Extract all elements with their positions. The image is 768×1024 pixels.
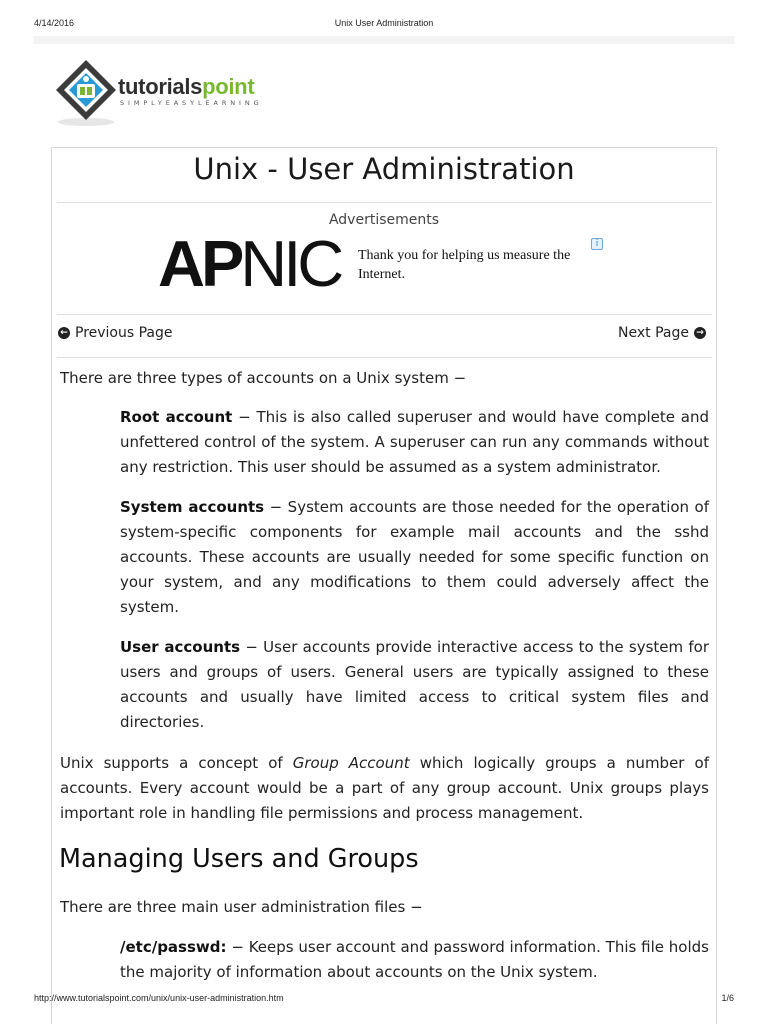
intro-text: There are three types of accounts on a Unix system − — [60, 369, 467, 387]
print-date: 4/14/2016 — [34, 18, 75, 28]
print-header — [0, 16, 768, 30]
nav-divider — [57, 357, 712, 358]
logo-tagline: SIMPLYEASYLEARNING — [120, 99, 263, 107]
previous-page-link[interactable] — [58, 325, 173, 341]
term-label: /etc/passwd: — [120, 938, 227, 956]
page-title: Unix - User Administration — [193, 152, 575, 186]
title-divider — [57, 202, 712, 203]
arrow-right-circle-icon: → — [694, 327, 706, 339]
next-page-link[interactable] — [618, 325, 706, 341]
ad-divider — [57, 314, 712, 315]
page-number: 1/6 — [721, 993, 734, 1003]
logo-wordmark: tutorialspoint — [118, 74, 255, 99]
ad-text: Thank you for helping us measure the Internet. — [358, 248, 571, 282]
account-root: Root account − This is also called superuser and would have complete and unfettered control of the system. A superuser can run any commands without any restriction. This user should be assumed as a system administrator. — [120, 408, 710, 476]
group-account-text: Unix supports a concept of Group Account which logically groups a number of accounts. Every account would be a part of any group account. Unix groups plays important role in handling file permissions and process management. — [60, 754, 709, 822]
ad-brand-logo: APNIC — [158, 227, 341, 300]
term-label: User accounts — [120, 638, 241, 656]
account-user: User accounts − User accounts provide interactive access to the system for users and groups of users. General users are typically assigned to these accounts and usually have limited access to critical system files and directories. — [120, 638, 709, 731]
advertisement[interactable] — [158, 227, 608, 304]
account-system: System accounts − System accounts are those needed for the operation of system-specific components for example mail accounts and the sshd accounts. These accounts are usually needed for some specific function on your system, and any modifications to them could adversely affect the system. — [120, 498, 710, 616]
previous-page-label: Previous Page — [75, 325, 173, 341]
page-url: http://www.tutorialspoint.com/unix/unix-user-administration.htm — [34, 993, 284, 1003]
term-label: Root account — [120, 408, 233, 426]
site-logo[interactable] — [52, 56, 292, 128]
next-page-label: Next Page — [618, 325, 689, 341]
print-footer — [0, 993, 768, 1007]
arrow-left-circle-icon: ← — [58, 327, 70, 339]
files-intro: There are three main user administration files − — [60, 898, 423, 916]
group-account-emphasis: Group Account — [292, 754, 410, 772]
ads-label: Advertisements — [328, 212, 440, 228]
term-label: System accounts — [120, 498, 265, 516]
section-heading: Managing Users and Groups — [59, 844, 419, 874]
header-bar — [34, 36, 734, 44]
info-icon[interactable]: i — [591, 238, 603, 250]
logo-emblem-icon — [52, 56, 122, 128]
file-etc-passwd: /etc/passwd: − Keeps user account and password information. This file holds the majority of information about accounts on the Unix system. — [120, 938, 709, 981]
print-title: Unix User Administration — [334, 18, 434, 28]
